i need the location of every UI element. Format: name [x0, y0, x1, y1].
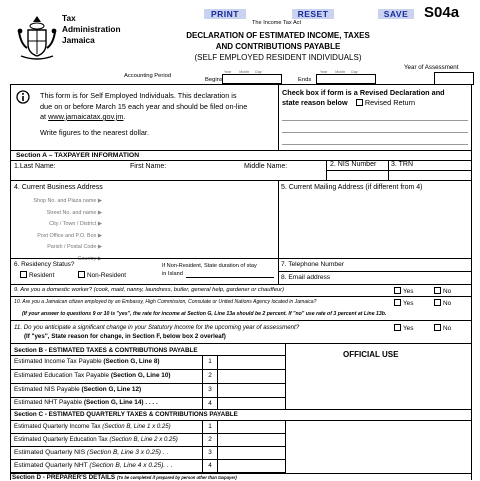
line-row	[10, 420, 285, 434]
notice-line: due on or before March 15 each year and should be filed on-line	[40, 101, 248, 111]
reset-button[interactable]: RESET	[292, 9, 334, 19]
address-field-label: Post Office and P.O. Box ▶	[37, 232, 102, 239]
date-part: Year	[224, 70, 232, 74]
divider	[285, 343, 286, 409]
question-11: 11. Do you anticipate a significant change in your Statutory Income for the upcoming year of assessment?	[14, 324, 300, 331]
divider	[278, 180, 279, 258]
question-10: 10. Are you a Jamaican citizen employed by an Embassy, High Commission, Consulate or United Nations Agency located in Jamaica?	[14, 299, 317, 305]
q10-note: (If your answer to questions 9 or 10 is "yes", the rate for income at Section G, Line 13a should be 2 percent. If "no" use rate of 3 percent at Line 13b.	[22, 311, 387, 317]
non-resident-checkbox[interactable]	[78, 271, 85, 278]
section-d-note: (To be completed if prepared by person other than taxpayer)	[116, 475, 237, 480]
agency-line: Administration	[62, 24, 121, 34]
print-button[interactable]: PRINT	[204, 9, 246, 19]
mailing-address-input[interactable]	[282, 196, 468, 256]
line-number: 1	[202, 420, 218, 433]
business-address-inputs[interactable]	[104, 196, 274, 266]
amount-input[interactable]	[218, 421, 284, 432]
q10-yes-option[interactable]: Yes	[394, 299, 413, 307]
mailing-address-label: 5. Current Mailing Address (if different from 4)	[281, 184, 423, 191]
q9-yes-checkbox[interactable]	[394, 287, 401, 294]
q11-yes-checkbox[interactable]	[394, 324, 401, 331]
notice-text	[40, 91, 247, 138]
nis-label: 2. NIS Number	[330, 161, 377, 168]
resident-label: Resident	[29, 272, 55, 279]
period-begin-field[interactable]	[222, 74, 282, 84]
round-note: Write figures to the nearest dollar.	[40, 127, 149, 137]
notice-line-suffix: .	[123, 112, 126, 121]
amount-input[interactable]	[218, 384, 284, 396]
agency-name	[62, 13, 121, 46]
q9-no-checkbox[interactable]	[434, 287, 441, 294]
name-input-row[interactable]	[14, 170, 324, 179]
line-number: 3	[202, 383, 218, 397]
amount-input[interactable]	[218, 447, 284, 458]
line-label: Estimated Quarterly NIS (Section B, Line 3 x 0.25) . .	[14, 449, 169, 456]
divider	[278, 84, 279, 150]
act-reference: The Income Tax Act	[252, 20, 302, 26]
line-number: 2	[202, 369, 218, 383]
divider	[10, 180, 472, 181]
date-part: Month	[335, 70, 346, 74]
address-field-label: Street No. and name ▶	[46, 209, 102, 216]
address-field-labels	[14, 196, 102, 266]
last-name-label: 1.Last Name:	[14, 163, 56, 170]
year-of-assessment-label: Year of Assessment	[404, 64, 459, 71]
non-resident-option[interactable]	[78, 271, 126, 279]
form-title	[160, 30, 396, 63]
address-field-label: Country ▶	[77, 255, 102, 262]
residency-label: 6. Residency Status?	[14, 261, 75, 268]
non-resident-label: Non-Resident	[87, 272, 127, 279]
line-number: 3	[202, 446, 218, 459]
line-label: Estimated Quarterly Income Tax (Section B, Line 1 x 0.25)	[14, 423, 171, 430]
line-number: 4	[202, 397, 218, 409]
email-label: 8. Email address	[281, 274, 331, 281]
first-name-label: First Name:	[130, 163, 167, 170]
q11-no-option[interactable]: No	[434, 324, 451, 332]
revised-return-checkbox[interactable]	[356, 99, 363, 106]
revised-declaration-prompt	[282, 88, 445, 108]
middle-name-label: Middle Name:	[244, 163, 288, 170]
agency-line: Tax	[62, 13, 76, 23]
address-field-label: City / Town / District ▶	[49, 221, 102, 228]
q9-no-option[interactable]: No	[434, 287, 451, 295]
address-field-label: Parish / Postal Code ▶	[47, 244, 102, 251]
line-row	[10, 433, 285, 447]
save-button[interactable]: SAVE	[378, 9, 414, 19]
reason-line[interactable]	[282, 144, 468, 145]
line-row	[10, 397, 285, 409]
official-use-label: OFFICIAL USE	[343, 350, 399, 359]
divider	[10, 409, 472, 410]
non-resident-duration-label	[162, 262, 257, 278]
amount-input[interactable]	[218, 398, 284, 408]
section-d-title: Section D - PREPARER'S DETAILS (To be completed if prepared by person other than taxpayer)	[12, 474, 237, 481]
accounting-period-label: Accounting Period	[124, 73, 172, 79]
duration-stay-input[interactable]	[186, 277, 274, 278]
q11-yes-option[interactable]: Yes	[394, 324, 413, 332]
section-c-title: Section C - ESTIMATED QUARTERLY TAXES & CONTRIBUTIONS PAYABLE	[14, 411, 238, 418]
line-label: Estimated Quarterly NHT (Section B, Line 4 x 0.25). . .	[14, 462, 173, 469]
divider	[278, 271, 472, 272]
begins-label: Begins	[205, 77, 223, 83]
divider	[10, 84, 472, 85]
title-line: DECLARATION OF ESTIMATED INCOME, TAXES	[186, 31, 370, 40]
notice-line: This form is for Self Employed Individuals. This declaration is	[40, 91, 237, 100]
divider	[10, 343, 472, 344]
duration-line: in Island	[162, 271, 183, 277]
line-label: Estimated NIS Payable (Section G, Line 12)	[14, 386, 142, 393]
section-a-title: Section A – TAXPAYER INFORMATION	[16, 152, 140, 159]
line-row	[10, 355, 285, 370]
revised-line: Check box if form is a Revised Declaration and	[282, 88, 445, 97]
line-row	[10, 446, 285, 460]
divider	[326, 170, 472, 171]
agency-line: Jamaica	[62, 35, 95, 45]
divider	[10, 284, 472, 285]
trn-label: 3. TRN	[391, 161, 414, 168]
q10-no-option[interactable]: No	[434, 299, 451, 307]
title-line: (SELF EMPLOYED RESIDENT INDIVIDUALS)	[194, 53, 362, 62]
reason-line[interactable]	[282, 132, 468, 133]
divider	[10, 320, 472, 321]
section-b-title: Section B - ESTIMATED TAXES & CONTRIBUTIONS PAYABLE	[14, 347, 198, 354]
address-field-label: Shop No. and Plaza name ▶	[33, 198, 102, 204]
amount-input[interactable]	[218, 356, 284, 368]
line-row	[10, 383, 285, 398]
resident-option[interactable]	[20, 271, 54, 279]
q10-no-checkbox[interactable]	[434, 299, 441, 306]
date-part: Day	[255, 70, 262, 74]
revised-return-label: Revised Return	[364, 98, 416, 107]
website-link[interactable]: www.jamaicatax.gov.jm	[48, 112, 124, 121]
date-part: Day	[351, 70, 358, 74]
revised-line: state reason below Revised Return	[282, 98, 416, 107]
line-label: Estimated Quarterly Education Tax (Section B, Line 2 x 0.25)	[14, 436, 178, 443]
period-end-field[interactable]	[316, 74, 376, 84]
line-number: 1	[202, 355, 218, 369]
q9-yes-option[interactable]: Yes	[394, 287, 413, 295]
duration-line: If Non-Resident, State duration of stay	[162, 263, 257, 269]
date-part: Month	[239, 70, 250, 74]
amount-input[interactable]	[218, 370, 284, 382]
divider	[10, 258, 472, 259]
q11-note: (If "yes", State reason for change, in Section F, below box 2 overleaf)	[24, 333, 226, 340]
line-number: 2	[202, 433, 218, 446]
business-address-label: 4. Current Business Address	[14, 184, 103, 191]
form-id: S04a	[424, 4, 460, 21]
line-row	[10, 369, 285, 384]
question-9: 9. Are you a domestic worker? (cook, maid, nanny, laundress, butler, general help, gardener or chauffeur)	[14, 287, 285, 293]
reason-line[interactable]	[282, 120, 468, 121]
info-icon	[16, 90, 30, 104]
date-part: Year	[320, 70, 328, 74]
line-number: 4	[202, 459, 218, 472]
amount-input[interactable]	[218, 434, 284, 445]
line-label: Estimated Education Tax Payable (Section G, Line 10)	[14, 372, 171, 379]
divider	[285, 420, 286, 473]
q11-no-checkbox[interactable]	[434, 324, 441, 331]
line-label: Estimated Income Tax Payable (Section G, Line 8)	[14, 358, 160, 365]
ends-label: Ends	[298, 77, 312, 83]
notice-line	[40, 112, 247, 123]
coat-of-arms-logo	[15, 14, 59, 62]
telephone-label: 7. Telephone Number	[281, 261, 344, 268]
divider	[10, 150, 472, 151]
notice-line-prefix: at	[40, 112, 49, 121]
q10-yes-checkbox[interactable]	[394, 299, 401, 306]
divider	[10, 296, 472, 297]
resident-checkbox[interactable]	[20, 271, 27, 278]
line-row	[10, 459, 285, 473]
amount-input[interactable]	[218, 460, 284, 471]
line-label: Estimated NHT Payable (Section G, Line 14) . . . .	[14, 399, 158, 406]
title-line: AND CONTRIBUTIONS PAYABLE	[215, 42, 341, 51]
